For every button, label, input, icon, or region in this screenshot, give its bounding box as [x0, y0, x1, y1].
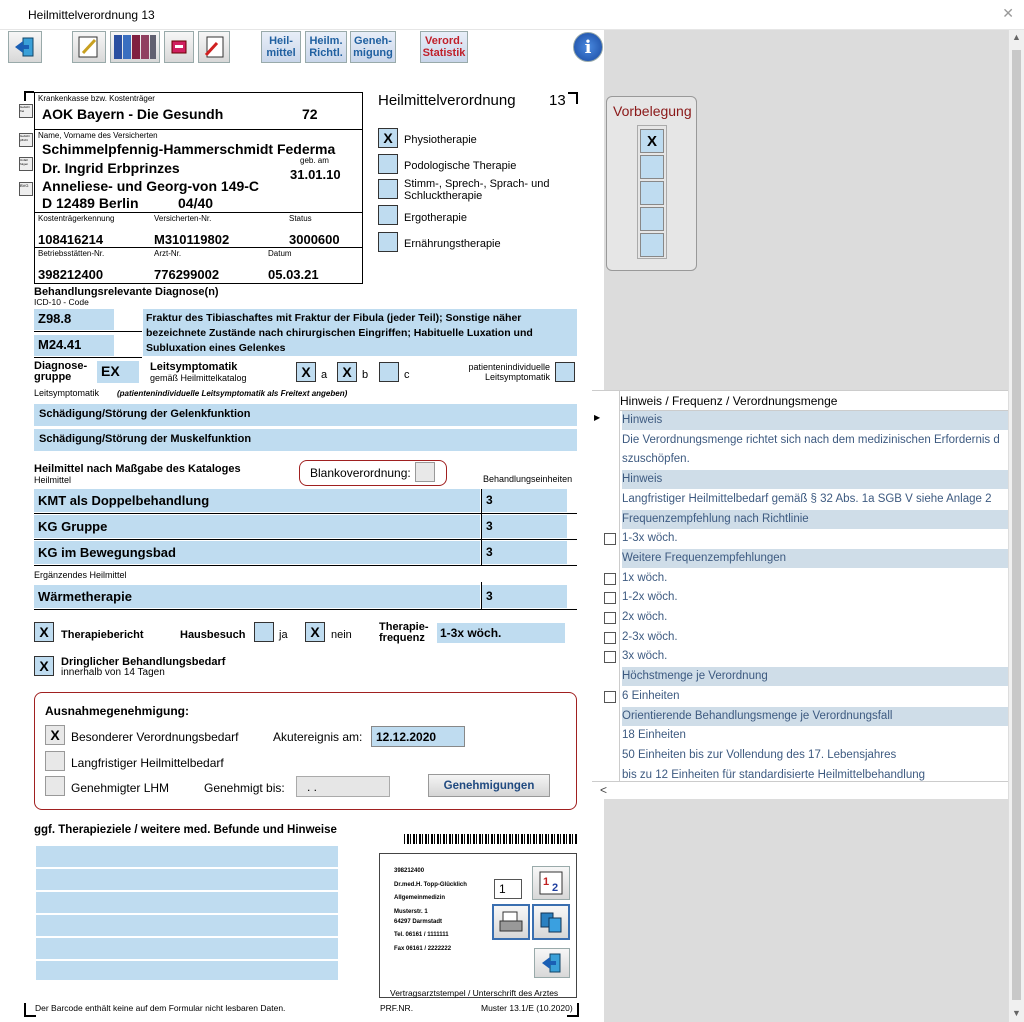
divider [34, 513, 577, 514]
svg-text:1: 1 [543, 876, 550, 888]
ernaehrung-checkbox[interactable] [378, 232, 398, 252]
leit-label: Leitsymptomatik [150, 361, 238, 373]
window-title: Heilmittelverordnung 13 [28, 8, 155, 22]
heilmittel-heading: Heilmittel nach Maßgabe des Kataloges [34, 463, 241, 475]
hinweis-row[interactable]: 2x wöch. [622, 611, 668, 623]
akut-label: Akutereignis am: [273, 730, 363, 744]
prf-label: PRF.NR. [380, 1003, 414, 1013]
barcode [404, 834, 577, 844]
einheiten-label: Behandlungseinheiten [483, 474, 573, 484]
kasse-label: Krankenkasse bzw. Kostenträger [38, 94, 155, 103]
arzt-stamp [379, 853, 577, 998]
datum-value: 05.03.21 [268, 267, 319, 282]
ziele-line-4[interactable] [36, 915, 338, 936]
leit-c-label: c [404, 369, 410, 381]
ergaenzend-heilmittel[interactable]: Wärmetherapie [34, 585, 480, 608]
vorbelegung-panel [606, 96, 697, 271]
stamp-line: Allgemeinmedizin [394, 895, 446, 901]
ergaenzend-count[interactable]: 3 [482, 585, 567, 608]
kasse-nr: 72 [302, 106, 318, 122]
stamp-line: 64297 Darmstadt [394, 919, 443, 925]
hinweis-checkbox[interactable] [604, 573, 616, 585]
scroll-up-icon[interactable]: ▲ [1012, 32, 1021, 42]
export-button[interactable] [198, 31, 230, 63]
status-value: 3000600 [289, 232, 340, 247]
divider [34, 539, 577, 540]
leit-b-checkbox[interactable]: X [337, 362, 357, 382]
hinweis-checkbox[interactable] [604, 632, 616, 644]
row-pointer-icon: ▶ [594, 413, 601, 422]
hausbesuch-ja-checkbox[interactable] [254, 622, 274, 642]
exit-button[interactable] [8, 31, 42, 63]
hausbesuch-nein-checkbox[interactable]: X [305, 622, 325, 642]
stimm-checkbox[interactable] [378, 179, 398, 199]
therapiebericht-label: Therapiebericht [61, 629, 144, 641]
hausbesuch-label: Hausbesuch [180, 629, 246, 641]
exit-icon [540, 952, 564, 974]
heilmittel-1-count[interactable]: 3 [482, 489, 567, 512]
hinweis-header: Hinweis / Frequenz / Verordnungsmenge [620, 394, 838, 408]
hinweis-row[interactable]: 1-3x wöch. [622, 532, 678, 545]
hinweis-row[interactable]: szuschöpfen. [622, 453, 690, 466]
podologie-label: Podologische Therapie [404, 160, 517, 172]
printer-icon [497, 909, 525, 935]
heilmittel-sub: Heilmittel [34, 475, 72, 485]
document-arrow-icon [203, 35, 225, 59]
ziele-heading: ggf. Therapieziele / weitere med. Befunde und Hinweise [34, 824, 337, 836]
genehmigter-checkbox[interactable] [45, 776, 65, 796]
blanko-label: Blankoverordnung: [310, 466, 411, 480]
schaedigung-2[interactable]: Schädigung/Störung der Muskelfunktion [34, 429, 577, 451]
divider [34, 247, 363, 248]
barcode-note: Der Barcode enthält keine auf dem Formular nicht lesbaren Daten. [35, 1003, 286, 1013]
physio-checkbox[interactable]: X [378, 128, 398, 148]
ktk-value: 108416214 [38, 232, 104, 247]
ktk-label: Kostenträgerkennung [38, 214, 115, 223]
ziele-line-5[interactable] [36, 938, 338, 959]
hinweis-row[interactable]: 2-3x wöch. [622, 630, 678, 643]
vorbelegung-box-4[interactable] [640, 207, 664, 231]
name-line1: Schimmelpfennig-Hammerschmidt Federma [42, 141, 336, 157]
street-value: Anneliese- und Georg-von 149-C [42, 178, 260, 194]
scroll-down-icon[interactable]: ▼ [1012, 1008, 1021, 1018]
physio-label: Physiotherapie [404, 134, 477, 146]
frequenz-value[interactable]: 1-3x wöch. [437, 623, 565, 643]
frequenz-label: Therapie- frequenz [379, 621, 429, 644]
ausnahme-title: Ausnahmegenehmigung: [45, 704, 190, 718]
gebuehr-frei-icon[interactable]: Gebühr frei [19, 104, 33, 118]
exit-icon [13, 36, 37, 58]
city-value: D 12489 Berlin [42, 195, 139, 211]
blanko-checkbox[interactable] [415, 462, 435, 482]
schaedigung-1[interactable]: Schädigung/Störung der Gelenkfunktion [34, 404, 577, 426]
langfristig-label: Langfristiger Heilmittelbedarf [71, 756, 224, 770]
hinweis-row[interactable]: 50 Einheiten bis zur Vollendung des 17. Lebensjahres [622, 748, 897, 761]
leit-sub: gemäß Heilmittelkatalog [150, 373, 247, 383]
ziele-line-2[interactable] [36, 869, 338, 890]
hinweis-row[interactable]: 1x wöch. [622, 571, 668, 584]
heilmittel-2[interactable]: KG Gruppe [34, 515, 480, 538]
dringlich-sub: innerhalb von 14 Tagen [61, 667, 165, 678]
genehmigungen-button[interactable]: Genehmigungen [428, 774, 550, 797]
divider [34, 212, 363, 213]
hinweis-section-header[interactable]: Weitere Frequenzempfehlungen [622, 549, 1008, 568]
heilmittel-3-count[interactable]: 3 [482, 541, 567, 564]
copies-input[interactable]: 1 [494, 879, 522, 899]
hinweis-section-header[interactable]: Höchstmenge je Verordnung [622, 667, 1008, 686]
title-bar [0, 0, 1024, 30]
divider [34, 129, 363, 130]
arzt-label: Arzt-Nr. [154, 249, 182, 258]
icd-code-1[interactable]: Z98.8 [34, 309, 114, 330]
stamp-caption: Vertragsarztstempel / Unterschrift des Arztes [390, 988, 559, 998]
stamp-line: Dr.med.H. Topp-Glücklich [394, 882, 467, 888]
hinweis-section-header[interactable]: Hinweis [622, 470, 1008, 489]
hinweis-row[interactable]: Die Verordnungsmenge richtet sich nach dem medizinischen Erfordernis d [622, 433, 1000, 446]
info-button[interactable]: i [573, 32, 603, 62]
hinweis-checkbox[interactable] [604, 651, 616, 663]
vertical-scrollbar[interactable] [1008, 30, 1024, 1022]
hinweis-section-header[interactable]: Orientierende Behandlungsmenge je Verordnungsfall [622, 707, 1008, 726]
patind-label: patientenindividuelle Leitsymptomatik [468, 362, 550, 382]
copy-button[interactable] [532, 904, 570, 940]
heilmittel-3[interactable]: KG im Bewegungsbad [34, 541, 480, 564]
arzt-value: 776299002 [154, 267, 220, 282]
numbered-pages-icon [536, 869, 566, 897]
leit-free-label: Leitsymptomatik [34, 388, 100, 398]
svg-text:2: 2 [552, 882, 559, 894]
divider [481, 582, 482, 610]
hinweis-row[interactable]: 18 Einheiten [622, 729, 686, 742]
stamp-line: Musterstr. 1 [394, 909, 428, 915]
besonderer-label: Besonderer Verordnungsbedarf [71, 730, 239, 744]
stimm-label: Stimm-, Sprech-, Sprach- und Schlucktherapie [404, 178, 550, 202]
heilm-richtl-button[interactable]: Heilm. Richtl. [305, 31, 347, 63]
hinweis-row[interactable]: 6 Einheiten [622, 689, 680, 702]
genehmigt-bis-input[interactable]: . . [296, 776, 390, 797]
page-count-button[interactable] [532, 866, 570, 900]
datum-label: Datum [268, 249, 292, 258]
leit-b-label: b [362, 369, 369, 381]
therapiebericht-checkbox[interactable]: X [34, 622, 54, 642]
hinweis-panel [592, 390, 1008, 798]
hinweis-row[interactable]: bis zu 12 Einheiten für standardisierte Heilmittelbehandlung [622, 768, 926, 781]
printer-icon [170, 39, 188, 55]
hinweis-section-header[interactable]: Hinweis [622, 411, 1008, 430]
besonderer-checkbox[interactable]: X [45, 725, 65, 745]
vers-value: M310119802 [154, 232, 230, 247]
hinweis-row[interactable]: 1-2x wöch. [622, 591, 678, 604]
bsnr-label: Betriebsstätten-Nr. [38, 249, 105, 258]
catalog-button[interactable] [110, 31, 160, 63]
heilmittel-button[interactable]: Heil- mittel [261, 31, 301, 63]
hinweis-row[interactable]: 3x wöch. [622, 650, 668, 663]
divider [34, 357, 142, 358]
stamp-line: Fax 06161 / 2222222 [394, 946, 452, 952]
bvg-icon[interactable]: BVG [19, 182, 33, 196]
books-icon [112, 33, 158, 61]
heilmittel-1[interactable]: KMT als Doppelbehandlung [34, 489, 480, 512]
vorbelegung-box-1[interactable]: X [640, 129, 664, 153]
divider [34, 331, 142, 332]
ziele-line-6[interactable] [36, 961, 338, 980]
bsnr-value: 398212400 [38, 267, 104, 282]
geb-value: 31.01.10 [290, 167, 341, 182]
vorbelegung-box-5[interactable] [640, 233, 664, 257]
genehmigung-button[interactable]: Geneh- migung [350, 31, 396, 63]
vorbelegung-title: Vorbelegung [613, 103, 692, 119]
horizontal-scrollbar[interactable] [592, 781, 1008, 799]
ernaehrung-label: Ernährungstherapie [404, 238, 501, 250]
hinweis-section-header[interactable]: Frequenzempfehlung nach Richtlinie [622, 510, 1008, 529]
diagnose-heading: Behandlungsrelevante Diagnose(n) [34, 286, 219, 298]
icd-code-2[interactable]: M24.41 [34, 335, 114, 356]
unfall-icon[interactable]: Unfall folgen [19, 157, 33, 171]
leit-a-checkbox[interactable]: X [296, 362, 316, 382]
verord-statistik-button[interactable]: Verord. Statistik [420, 31, 468, 63]
akut-date-input[interactable]: 12.12.2020 [371, 726, 465, 747]
hinweis-row[interactable]: Langfristiger Heilmittelbedarf gemäß § 32 Abs. 1a SGB V siehe Anlage 2 [622, 492, 992, 505]
corner-mark [568, 92, 578, 104]
form-title: Heilmittelverordnung [378, 92, 516, 109]
dringlich-checkbox[interactable]: X [34, 656, 54, 676]
ergo-checkbox[interactable] [378, 205, 398, 225]
vers-label: Versicherten-Nr. [154, 214, 212, 223]
print-button[interactable] [164, 31, 194, 63]
print-prescription-button[interactable] [492, 904, 530, 940]
divider [34, 565, 577, 566]
leit-free-sub: (patientenindividuelle Leitsymptomatik als Freitext angeben) [117, 389, 348, 398]
corner-mark [24, 91, 34, 101]
ja-label: ja [279, 629, 288, 641]
vorbelegung-box-2[interactable] [640, 155, 664, 179]
stamp-line: Tel. 06161 / 1111111 [394, 932, 449, 938]
leit-a-label: a [321, 369, 328, 381]
hinweis-checkbox[interactable] [604, 691, 616, 703]
close-icon[interactable]: ✕ [1002, 5, 1014, 21]
geb-label: geb. am [300, 156, 329, 165]
genehmigter-label: Genehmigter LHM [71, 781, 170, 795]
diagnose-text[interactable]: Fraktur des Tibiaschaftes mit Fraktur der Fibula (jeder Teil); Sonstige näher bezeichnete Zustände nach chirurgischen Eingriffen; Habituelle Luxation und Subluxation eines Gelenkes [143, 309, 577, 356]
hinweis-checkbox[interactable] [604, 612, 616, 624]
nein-label: nein [331, 629, 352, 641]
status-label: Status [289, 214, 312, 223]
form-number: 13 [549, 92, 566, 109]
diagnosegruppe-value[interactable]: EX [97, 361, 139, 383]
hinweis-checkbox[interactable] [604, 533, 616, 545]
genehmigt-bis-label: Genehmigt bis: [204, 781, 285, 795]
name-label: Name, Vorname des Versicherten [38, 131, 158, 140]
edit-button[interactable] [72, 31, 106, 63]
ergaenzend-label: Ergänzendes Heilmittel [34, 570, 127, 580]
pencil-icon [77, 35, 101, 59]
diagnosegruppe-label: Diagnose- gruppe [34, 360, 88, 383]
stamp-line: 398212400 [394, 868, 425, 874]
kasse-value: AOK Bayern - Die Gesundh [42, 106, 224, 122]
ziele-line-1[interactable] [36, 846, 338, 867]
divider [34, 609, 577, 610]
gebuehr-pflicht-icon[interactable]: Gebühr pflicht [19, 133, 33, 147]
copy-icon [537, 909, 565, 935]
icd-label: ICD-10 - Code [34, 297, 89, 307]
patind-checkbox[interactable] [555, 362, 575, 382]
hinweis-checkbox[interactable] [604, 592, 616, 604]
name-line2: Dr. Ingrid Erbprinzes [42, 160, 180, 176]
ergo-label: Ergotherapie [404, 212, 467, 224]
dringlich-label: Dringlicher Behandlungsbedarf [61, 656, 226, 668]
podologie-checkbox[interactable] [378, 154, 398, 174]
scroll-left-icon[interactable]: < [600, 783, 608, 797]
scrollbar-thumb[interactable] [1012, 50, 1021, 1000]
vorbelegung-box-3[interactable] [640, 181, 664, 205]
divider [481, 489, 482, 566]
heilmittel-2-count[interactable]: 3 [482, 515, 567, 538]
ziele-line-3[interactable] [36, 892, 338, 913]
exit-stamp-button[interactable] [534, 948, 570, 978]
leit-c-checkbox[interactable] [379, 362, 399, 382]
muster-label: Muster 13.1/E (10.2020) [481, 1003, 573, 1013]
city-code: 04/40 [178, 195, 214, 211]
langfristig-checkbox[interactable] [45, 751, 65, 771]
